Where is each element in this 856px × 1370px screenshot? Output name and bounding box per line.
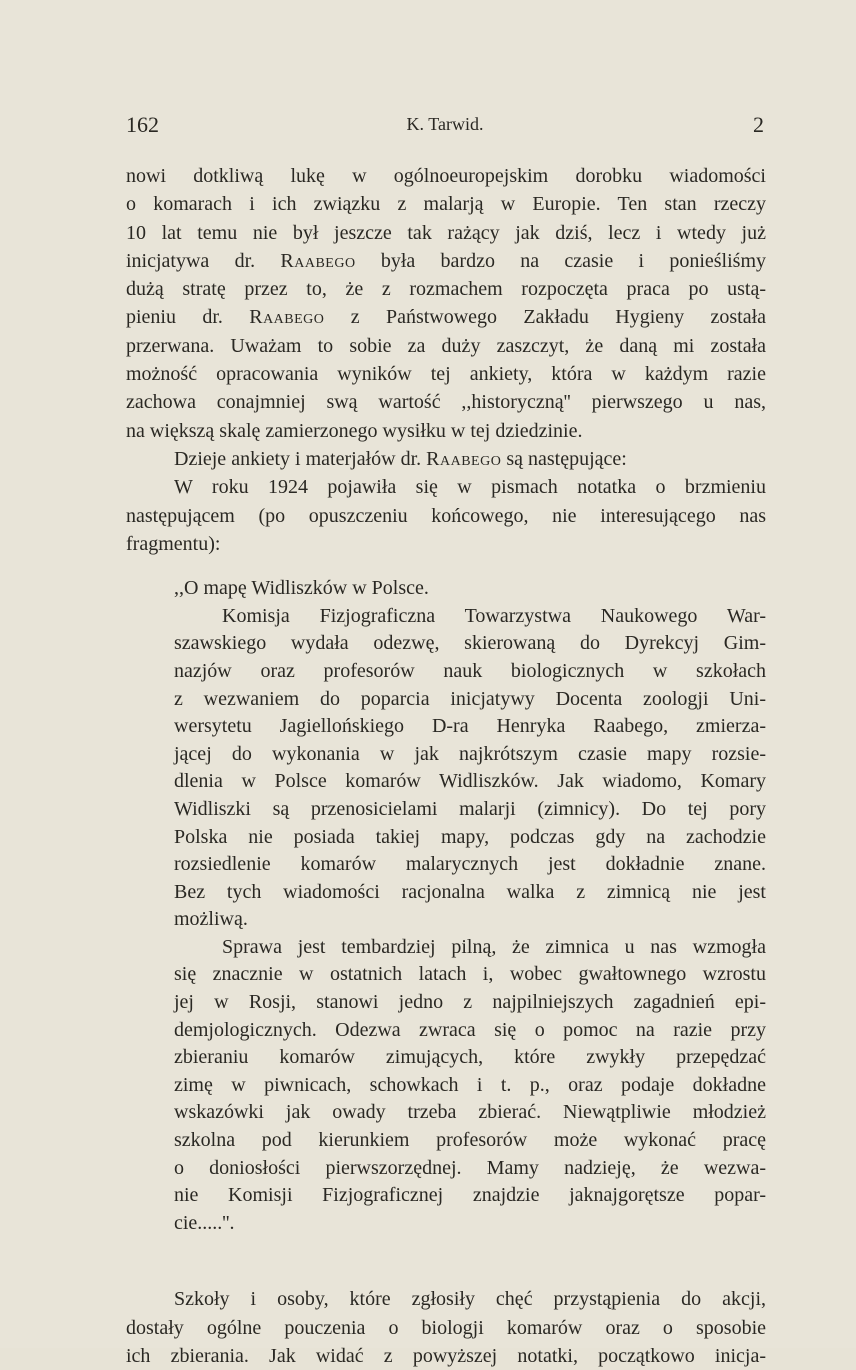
text-line: Dzieje ankiety i materjałów dr. Raabego są następujące: (174, 447, 627, 470)
text-line: ich zbierania. Jak widać z powyższej notatki, początkowo inicja- (126, 1345, 766, 1367)
paragraph-history (126, 445, 766, 473)
page-body (126, 162, 766, 1370)
text-line: zachowa conajmniej swą wartość ,,historyczną'' pierwszego u nas, (126, 391, 766, 414)
text-line: nowi dotkliwą lukę w ogólnoeuropejskim dorobku wiadomości (126, 165, 766, 187)
text-line: dostały ogólne pouczenia o biologji komarów oraz o sposobie (126, 1316, 766, 1339)
text-line: jej w Rosji, stanowi jedno z najpilniejszych zagadnień epi- (174, 991, 766, 1014)
signature-mark: 2 (753, 112, 764, 137)
author-name-smallcaps: Raabego (426, 447, 502, 470)
text-line: fragmentu): (126, 532, 221, 555)
paragraph-notice-intro (126, 473, 766, 558)
text-line: W roku 1924 pojawiła się w pismach notatka o brzmieniu (174, 476, 766, 499)
text-line: z wezwaniem do poparcia inicjatywy Docenta zoologji Uni- (174, 687, 766, 710)
text-line: Bez tych wiadomości racjonalna walka z zimnicą nie jest (174, 880, 766, 903)
text-line: zbieraniu komarów zimujących, które zwykły przepędzać (174, 1046, 766, 1069)
text-line: o komarach i ich związku z malarją w Europie. Ten stan rzeczy (126, 193, 766, 216)
text-line: szkolna pod kierunkiem profesorów może wykonać pracę (174, 1129, 766, 1152)
text-line: możliwą. (174, 908, 248, 931)
text-line: Komisja Fizjograficzna Towarzystwa Naukowego War- (222, 604, 766, 627)
running-head: K. Tarwid. (406, 114, 484, 134)
text-line: Szkoły i osoby, które zgłosiły chęć przystąpienia do akcji, (174, 1288, 766, 1311)
paragraph-schools (126, 1285, 766, 1370)
quote-paragraph (174, 603, 766, 934)
text-line: szawskiego wydała odezwę, skierowaną do Dyrekcyj Gim- (174, 632, 766, 655)
text-line: 10 lat temu nie był jeszcze tak rażący jak dziś, lecz i wtedy już (126, 221, 766, 244)
author-name-smallcaps: Raabego (249, 306, 325, 329)
text-line: inicjatywa dr. Raabego była bardzo na czasie i ponieśliśmy (126, 249, 766, 272)
text-line: demjologicznych. Odezwa zwraca się o pomoc na razie przy (174, 1018, 766, 1041)
text-line: Widliszki są przenosicielami malarji (zimnicy). Do tej pory (174, 797, 766, 820)
text-line: następującem (po opuszczeniu końcowego, nie interesującego nas (126, 504, 766, 527)
text-line: zimę w piwnicach, schowkach i t. p., oraz podaje dokładne (174, 1073, 766, 1096)
quote-paragraph (174, 934, 766, 1238)
quote-title: ,,O mapę Widliszków w Polsce. (174, 577, 429, 600)
text-line: wskazówki jak owady trzeba zbierać. Niewątpliwie młodzież (174, 1101, 766, 1124)
text-line: na większą skalę zamierzonego wysiłku w tej dziedzinie. (126, 419, 583, 442)
text-line: wersytetu Jagiellońskiego D-ra Henryka Raabego, zmierza- (174, 715, 766, 738)
text-line: jącej do wykonania w jak najkrótszym czasie mapy rozsie- (174, 742, 766, 765)
text-line: możność opracowania wyników tej ankiety, która w każdym razie (126, 363, 766, 386)
text-line: o doniosłości pierwszorzędnej. Mamy nadzieję, że wezwa- (174, 1156, 766, 1179)
page-header (126, 112, 764, 142)
text-line: Sprawa jest tembardziej pilną, że zimnica u nas wzmogła (222, 935, 766, 958)
quoted-notice (174, 575, 766, 1237)
text-line: pieniu dr. Raabego z Państwowego Zakładu Hygieny została (126, 306, 767, 329)
text-line: nazjów oraz profesorów nauk biologicznych w szkołach (174, 659, 766, 682)
text-line: Polska nie posiada takiej mapy, podczas gdy na zachodzie (174, 825, 766, 848)
text-line: dużą stratę przez to, że z rozmachem rozpoczęta praca po ustą- (126, 278, 766, 301)
paragraph-continuation (126, 162, 766, 445)
text-line: nie Komisji Fizjograficznej znajdzie jaknajgorętsze popar- (174, 1184, 766, 1207)
text-line: dlenia w Polsce komarów Widliszków. Jak wiadomo, Komary (174, 770, 766, 793)
text-line: rozsiedlenie komarów malarycznych jest dokładnie znane. (174, 853, 766, 876)
text-line: przerwana. Uważam to sobie za duży zaszczyt, że daną mi została (126, 334, 766, 357)
page-number: 162 (126, 112, 159, 137)
text-line: cie.....''. (174, 1211, 235, 1234)
text-line: się znacznie w ostatnich latach i, wobec gwałtownego wzrostu (174, 963, 766, 986)
author-name-smallcaps: Raabego (280, 249, 356, 272)
